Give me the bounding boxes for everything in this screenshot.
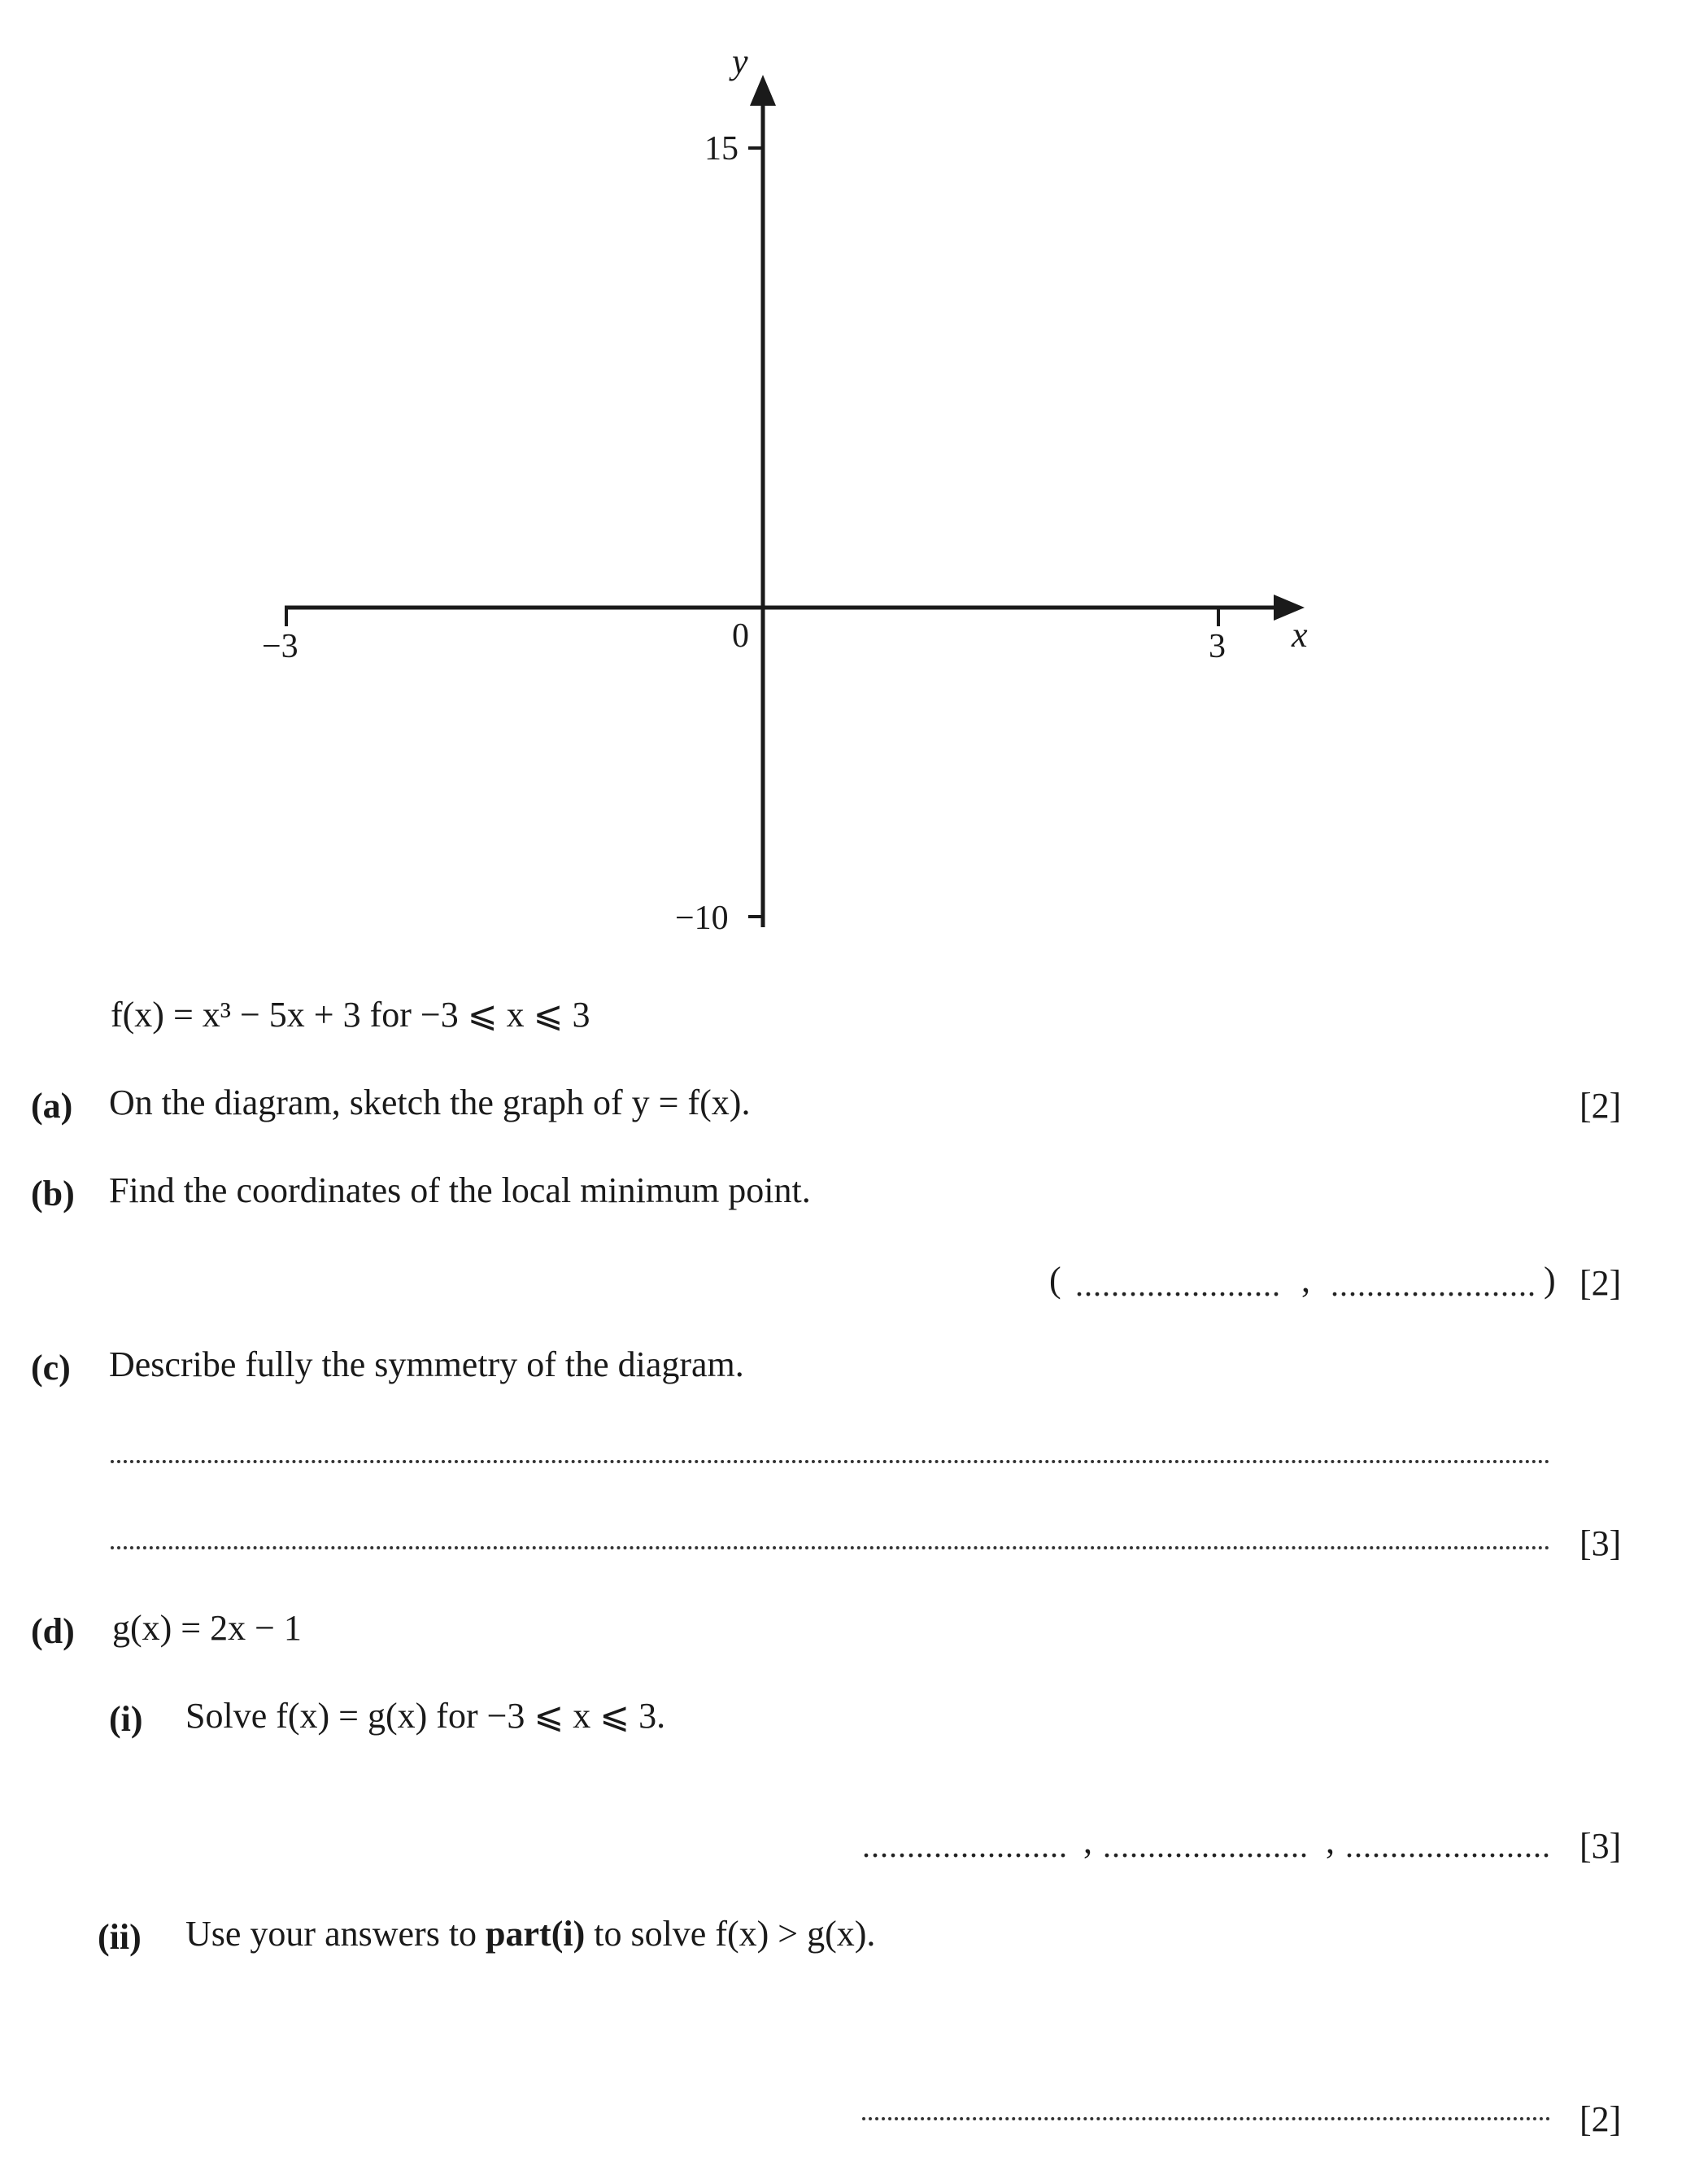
question-d-ii-label: (ii) <box>98 1917 142 1957</box>
question-d-ii-text-before: Use your answers to <box>185 1914 486 1954</box>
question-d-text: g(x) = 2x − 1 <box>112 1608 302 1648</box>
x-axis-label: x <box>1292 615 1308 655</box>
answer-d-ii-field[interactable] <box>862 2117 1550 2120</box>
y-tick-label-15: 15 <box>704 130 739 168</box>
answer-b-open-paren: ( <box>1049 1260 1061 1300</box>
question-d-i-label: (i) <box>109 1699 143 1739</box>
answer-c-line-1[interactable] <box>111 1460 1550 1463</box>
origin-label: 0 <box>732 617 749 655</box>
answer-d-i-sep-2: , <box>1326 1821 1335 1861</box>
question-d-i-text: Solve f(x) = g(x) for −3 ⩽ x ⩽ 3. <box>185 1696 666 1736</box>
question-b-text: Find the coordinates of the local minimum point. <box>109 1170 811 1210</box>
question-d-i-marks: [3] <box>1579 1826 1622 1866</box>
answer-d-i-field-2[interactable]: ....................... <box>1103 1828 1309 1864</box>
x-tick-label-minus3: −3 <box>262 628 298 665</box>
question-d-ii-text-bold: part(i) <box>486 1914 586 1954</box>
question-b-label: (b) <box>31 1174 75 1214</box>
question-a-text: On the diagram, sketch the graph of y = f(x). <box>109 1083 751 1122</box>
question-d-ii-text-after: to solve f(x) > g(x). <box>585 1914 876 1954</box>
answer-b-close-paren: ) <box>1544 1260 1556 1300</box>
question-c-text: Describe fully the symmetry of the diagram. <box>109 1344 744 1384</box>
y-tick-label-minus10: −10 <box>675 900 729 937</box>
answer-b-separator: , <box>1301 1260 1310 1300</box>
question-d-ii-text <box>185 1916 875 1952</box>
answer-b-x-field[interactable]: ....................... <box>1075 1266 1281 1303</box>
answer-d-i-sep-1: , <box>1083 1821 1092 1861</box>
question-d-ii-marks: [2] <box>1579 2099 1622 2139</box>
answer-b-y-field[interactable]: ....................... <box>1331 1266 1536 1303</box>
question-c-marks: [3] <box>1579 1523 1622 1563</box>
x-tick-label-3: 3 <box>1209 628 1226 665</box>
question-c-label: (c) <box>31 1348 71 1388</box>
answer-c-line-2[interactable] <box>111 1546 1550 1549</box>
axes-diagram <box>0 0 1708 952</box>
answer-d-i-field-1[interactable]: ....................... <box>862 1828 1068 1864</box>
y-axis-label: y <box>732 41 748 81</box>
function-definition: f(x) = x³ − 5x + 3 for −3 ⩽ x ⩽ 3 <box>111 995 590 1035</box>
question-a-marks: [2] <box>1579 1086 1622 1126</box>
question-b-marks: [2] <box>1579 1263 1622 1303</box>
y-axis-arrowhead <box>750 75 776 106</box>
answer-d-i-field-3[interactable]: ....................... <box>1345 1828 1551 1864</box>
question-a-label: (a) <box>31 1086 73 1126</box>
question-d-label: (d) <box>31 1611 75 1651</box>
